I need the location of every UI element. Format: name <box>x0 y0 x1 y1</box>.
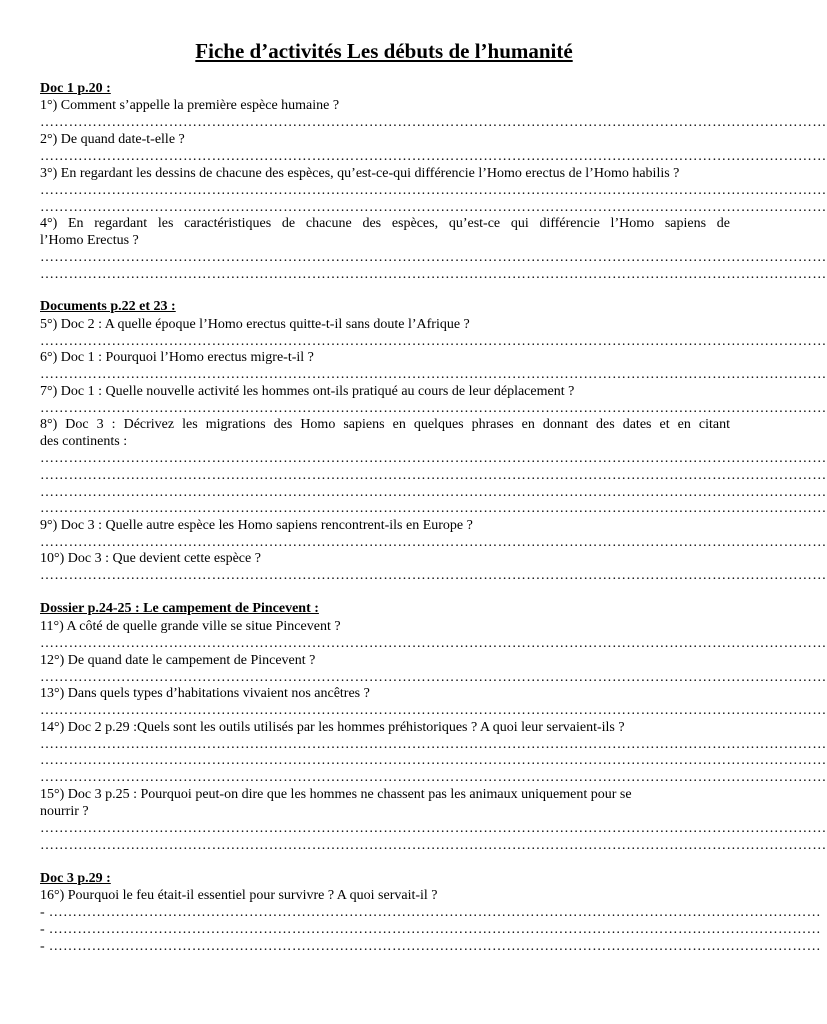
answer-line: ………………………………………………………………………………………………………………………………………………… <box>40 821 827 836</box>
section-heading-dossier: Dossier p.24-25 : Le campement de Pincevent : <box>40 601 319 616</box>
answer-line: ………………………………………………………………………………………………………………………………………………… <box>40 183 827 198</box>
question-4-line-1: 4°) En regardant les caractéristiques de chacune des espèces, qu’est-ce qui différencie l’Homo sapiens de <box>40 216 730 231</box>
question-14: 14°) Doc 2 p.29 :Quels sont les outils utilisés par les hommes préhistoriques ? A quoi leur servaient-ils ? <box>40 720 625 735</box>
answer-line: ………………………………………………………………………………………………………………………………………………… <box>40 334 827 349</box>
answer-line: ………………………………………………………………………………………………………………………………………………… <box>40 451 827 466</box>
section-heading-doc1: Doc 1 p.20 : <box>40 81 111 96</box>
question-10: 10°) Doc 3 : Que devient cette espèce ? <box>40 551 261 566</box>
answer-line: ………………………………………………………………………………………………………………………………………………… <box>40 535 827 550</box>
answer-line: ………………………………………………………………………………………………………………………………………………… <box>40 485 827 500</box>
question-4-line-2: l’Homo Erectus ? <box>40 233 139 248</box>
answer-line: ………………………………………………………………………………………………………………………………………………… <box>40 367 827 382</box>
answer-line: ………………………………………………………………………………………………………………………………………………… <box>40 838 827 853</box>
section-heading-documents: Documents p.22 et 23 : <box>40 299 176 314</box>
page-title: Fiche d’activités Les débuts de l’humanité <box>195 39 573 63</box>
question-8-line-1: 8°) Doc 3 : Décrivez les migrations des Homo sapiens en quelques phrases en donnant des dates et en citant <box>40 417 730 432</box>
answer-line: ………………………………………………………………………………………………………………………………………………… <box>40 670 827 685</box>
answer-line: ………………………………………………………………………………………………………………………………………………… <box>40 200 827 215</box>
answer-line: ………………………………………………………………………………………………………………………………………………… <box>40 636 827 651</box>
question-2: 2°) De quand date-t-elle ? <box>40 132 185 147</box>
answer-line: ………………………………………………………………………………………………………………………………………………… <box>40 501 827 516</box>
question-15-line-1: 15°) Doc 3 p.25 : Pourquoi peut-on dire que les hommes ne chassent pas les animaux uniquement pour se <box>40 787 632 802</box>
bullet-answer-line: - ……………………………………………………………………………………………………………………………………………… <box>40 922 821 937</box>
answer-line: ………………………………………………………………………………………………………………………………………………… <box>40 753 827 768</box>
question-5: 5°) Doc 2 : A quelle époque l’Homo erectus quitte-t-il sans doute l’Afrique ? <box>40 317 470 332</box>
section-heading-doc3: Doc 3 p.29 : <box>40 871 111 886</box>
question-12: 12°) De quand date le campement de Pincevent ? <box>40 653 316 668</box>
question-13: 13°) Dans quels types d’habitations vivaient nos ancêtres ? <box>40 686 370 701</box>
question-8-line-2: des continents : <box>40 434 128 449</box>
question-16: 16°) Pourquoi le feu était-il essentiel pour survivre ? A quoi servait-il ? <box>40 888 438 903</box>
question-6: 6°) Doc 1 : Pourquoi l’Homo erectus migre-t-il ? <box>40 350 314 365</box>
question-3: 3°) En regardant les dessins de chacune des espèces, qu’est-ce-qui différencie l’Homo erectus de l’Homo habilis ? <box>40 166 680 181</box>
answer-line: ………………………………………………………………………………………………………………………………………………… <box>40 737 827 752</box>
answer-line: ………………………………………………………………………………………………………………………………………………… <box>40 703 827 718</box>
question-1: 1°) Comment s’appelle la première espèce humaine ? <box>40 98 340 113</box>
answer-line: ………………………………………………………………………………………………………………………………………………… <box>40 401 827 416</box>
answer-line: ………………………………………………………………………………………………………………………………………………… <box>40 568 827 583</box>
bullet-answer-line: - ……………………………………………………………………………………………………………………………………………… <box>40 939 821 954</box>
answer-line: ………………………………………………………………………………………………………………………………………………… <box>40 115 827 130</box>
question-15-line-2: nourrir ? <box>40 804 89 819</box>
question-7: 7°) Doc 1 : Quelle nouvelle activité les hommes ont-ils pratiqué au cours de leur déplacement ? <box>40 384 575 399</box>
answer-line: ………………………………………………………………………………………………………………………………………………… <box>40 250 827 265</box>
answer-line: ………………………………………………………………………………………………………………………………………………… <box>40 149 827 164</box>
answer-line: ………………………………………………………………………………………………………………………………………………… <box>40 468 827 483</box>
answer-line: ………………………………………………………………………………………………………………………………………………… <box>40 770 827 785</box>
bullet-answer-line: - ……………………………………………………………………………………………………………………………………………… <box>40 905 821 920</box>
question-9: 9°) Doc 3 : Quelle autre espèce les Homo sapiens rencontrent-ils en Europe ? <box>40 518 473 533</box>
answer-line: ………………………………………………………………………………………………………………………………………………… <box>40 267 827 282</box>
question-11: 11°) A côté de quelle grande ville se situe Pincevent ? <box>40 619 341 634</box>
